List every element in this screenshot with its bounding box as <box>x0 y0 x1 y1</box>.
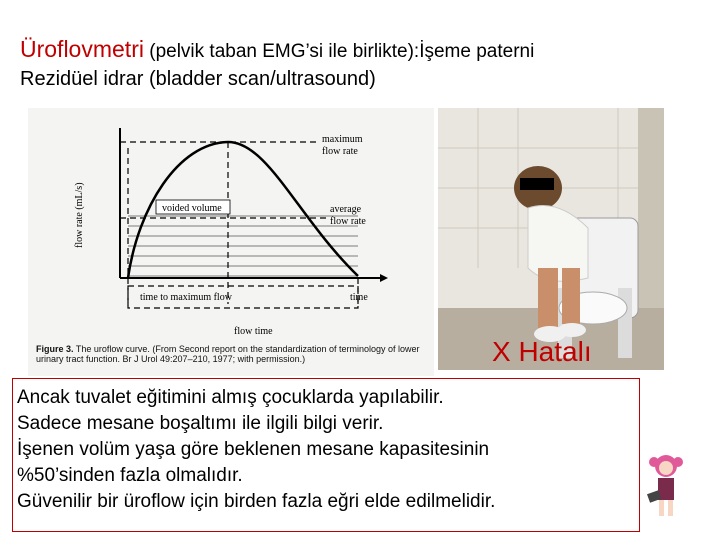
slide-title <box>20 36 534 63</box>
note-line: Güvenilir bir üroflow için birden fazla eğri elde edilmelidir. <box>17 491 496 512</box>
label-time: time <box>350 292 368 303</box>
figure-caption <box>36 344 434 364</box>
label-avg-flow-2: flow rate <box>330 216 366 227</box>
label-time-to-max: time to maximum flow <box>140 292 232 303</box>
note-line: İşenen volüm yaşa göre beklenen mesane kapasitesinin <box>17 439 490 460</box>
caption-text: The uroflow curve. (From Second report on the standardization of terminology of lower urinary tract function. Br J Urol 49:207–210, 1977; with permission.) <box>36 344 420 364</box>
note-line: Ancak tuvalet eğitimini almış çocuklarda yapılabilir. <box>17 387 444 408</box>
child-toilet-photo <box>438 108 664 370</box>
label-max-flow-1: maximum <box>322 134 363 145</box>
notes-box <box>12 378 640 532</box>
uroflow-curve-diagram <box>28 108 434 376</box>
slide-subtitle: Rezidüel idrar (bladder scan/ultrasound) <box>20 68 376 90</box>
note-line: %50’sinden fazla olmalıdır. <box>17 465 243 486</box>
label-max-flow-2: flow rate <box>322 146 358 157</box>
label-avg-flow-1: average <box>330 204 362 215</box>
title-keyword: Üroflovmetri <box>20 36 144 62</box>
y-axis-label: flow rate (mL/s) <box>74 182 85 248</box>
uroflow-figure <box>28 108 434 376</box>
title-rest: (pelvik taban EMG’si ile birlikte):İşeme paterni <box>143 41 535 62</box>
cartoon-girl-icon <box>646 452 686 522</box>
label-flow-time: flow time <box>234 326 273 337</box>
incorrect-label: X Hatalı <box>492 336 592 367</box>
label-voided-volume: voided volume <box>162 203 222 214</box>
caption-label: Figure 3. <box>36 344 74 354</box>
note-line: Sadece mesane boşaltımı ile ilgili bilgi verir. <box>17 413 384 434</box>
